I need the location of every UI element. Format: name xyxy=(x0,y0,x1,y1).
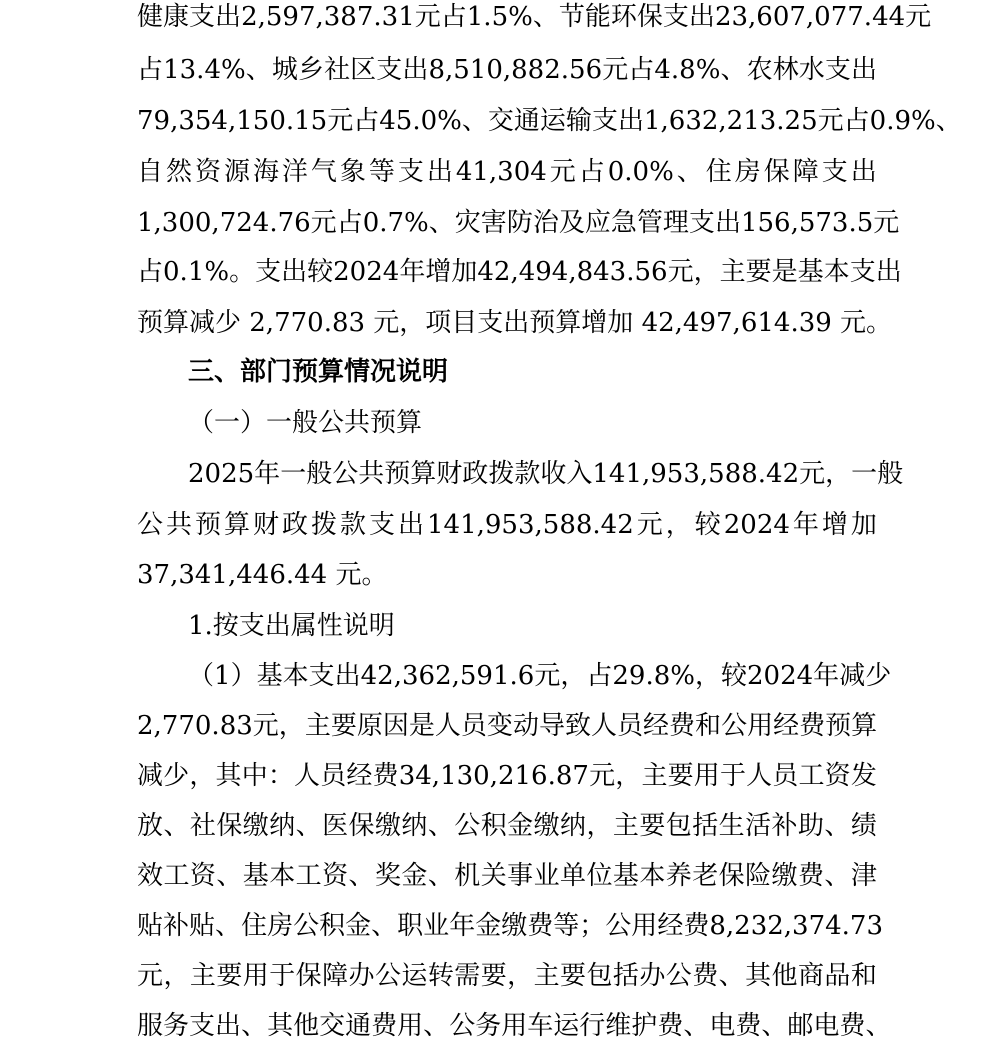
text-line: 预算减少 2,770.83 元，项目支出预算增加 42,497,614.39 元。 xyxy=(137,308,893,338)
text-line: 占 13.4% 、 城 乡 社 区 支 出 8,510,882.56 元 占 4.8% 、 农 林 水 支 出 xyxy=(137,55,877,85)
text-line: 1.按支出属性说明 xyxy=(188,611,395,641)
text-line: （一）一般公共预算 xyxy=(188,408,423,438)
text-line: 健 康 支 出 2,597,387.31 元 占 1.5% 、 节 能 环 保 支 出 23,607,077.44 元 xyxy=(137,2,932,32)
text-line: 贴 补 贴 、 住 房 公 积 金 、 职 业 年 金 缴 费 等 ； 公 用 经 费 8,232,374.73 xyxy=(137,911,884,941)
text-line: 放 、 社 保 缴 纳 、 医 保 缴 纳 、 公 积 金 缴 纳 ， 主 要 包 括 生 活 补 助 、 绩 xyxy=(137,811,877,841)
text-line: 自 然 资 源 海 洋 气 象 等 支 出 41,304 元 占 0.0% 、 住 房 保 障 支 出 xyxy=(137,157,877,187)
text-line: 79,354,150.15 元 占 45.0% 、 交 通 运 输 支 出 1,632,213.25 元 占 0.9% 、 xyxy=(137,106,962,136)
text-line: 元 ， 主 要 用 于 保 障 办 公 运 转 需 要 ， 主 要 包 括 办 公 费 、 其 他 商 品 和 xyxy=(137,961,877,991)
text-line: 效 工 资 、 基 本 工 资 、 奖 金 、 机 关 事 业 单 位 基 本 养 老 保 险 缴 费 、 津 xyxy=(137,861,877,891)
text-line: 1,300,724.76 元 占 0.7% 、 灾 害 防 治 及 应 急 管 理 支 出 156,573.5 元 xyxy=(137,208,900,238)
text-line: 服 务 支 出 、 其 他 交 通 费 用 、 公 务 用 车 运 行 维 护 费 、 电 费 、 邮 电 费 、 xyxy=(137,1011,892,1041)
text-line: 2,770.83 元 ， 主 要 原 因 是 人 员 变 动 导 致 人 员 经 费 和 公 用 经 费 预 算 xyxy=(137,711,878,741)
text-line: （ 1 ） 基 本 支 出 42,362,591.6 元 ， 占 29.8% ， 较 2024 年 减 少 xyxy=(188,661,892,691)
text-line: 减 少 ， 其 中 ： 人 员 经 费 34,130,216.87 元 ， 主 要 用 于 人 员 工 资 发 xyxy=(137,761,877,791)
text-line: 公 共 预 算 财 政 拨 款 支 出 141,953,588.42 元 ， 较 2024 年 增 加 xyxy=(137,510,877,540)
text-line: 37,341,446.44 元。 xyxy=(137,560,388,590)
section-heading: 三、部门预算情况说明 xyxy=(188,357,449,387)
text-line: 2025 年 一 般 公 共 预 算 财 政 拨 款 收 入 141,953,588.42 元 ， 一 般 xyxy=(188,459,904,489)
text-line: 占 0.1% 。 支 出 较 2024 年 增 加 42,494,843.56 元 ， 主 要 是 基 本 支 出 xyxy=(137,257,902,287)
